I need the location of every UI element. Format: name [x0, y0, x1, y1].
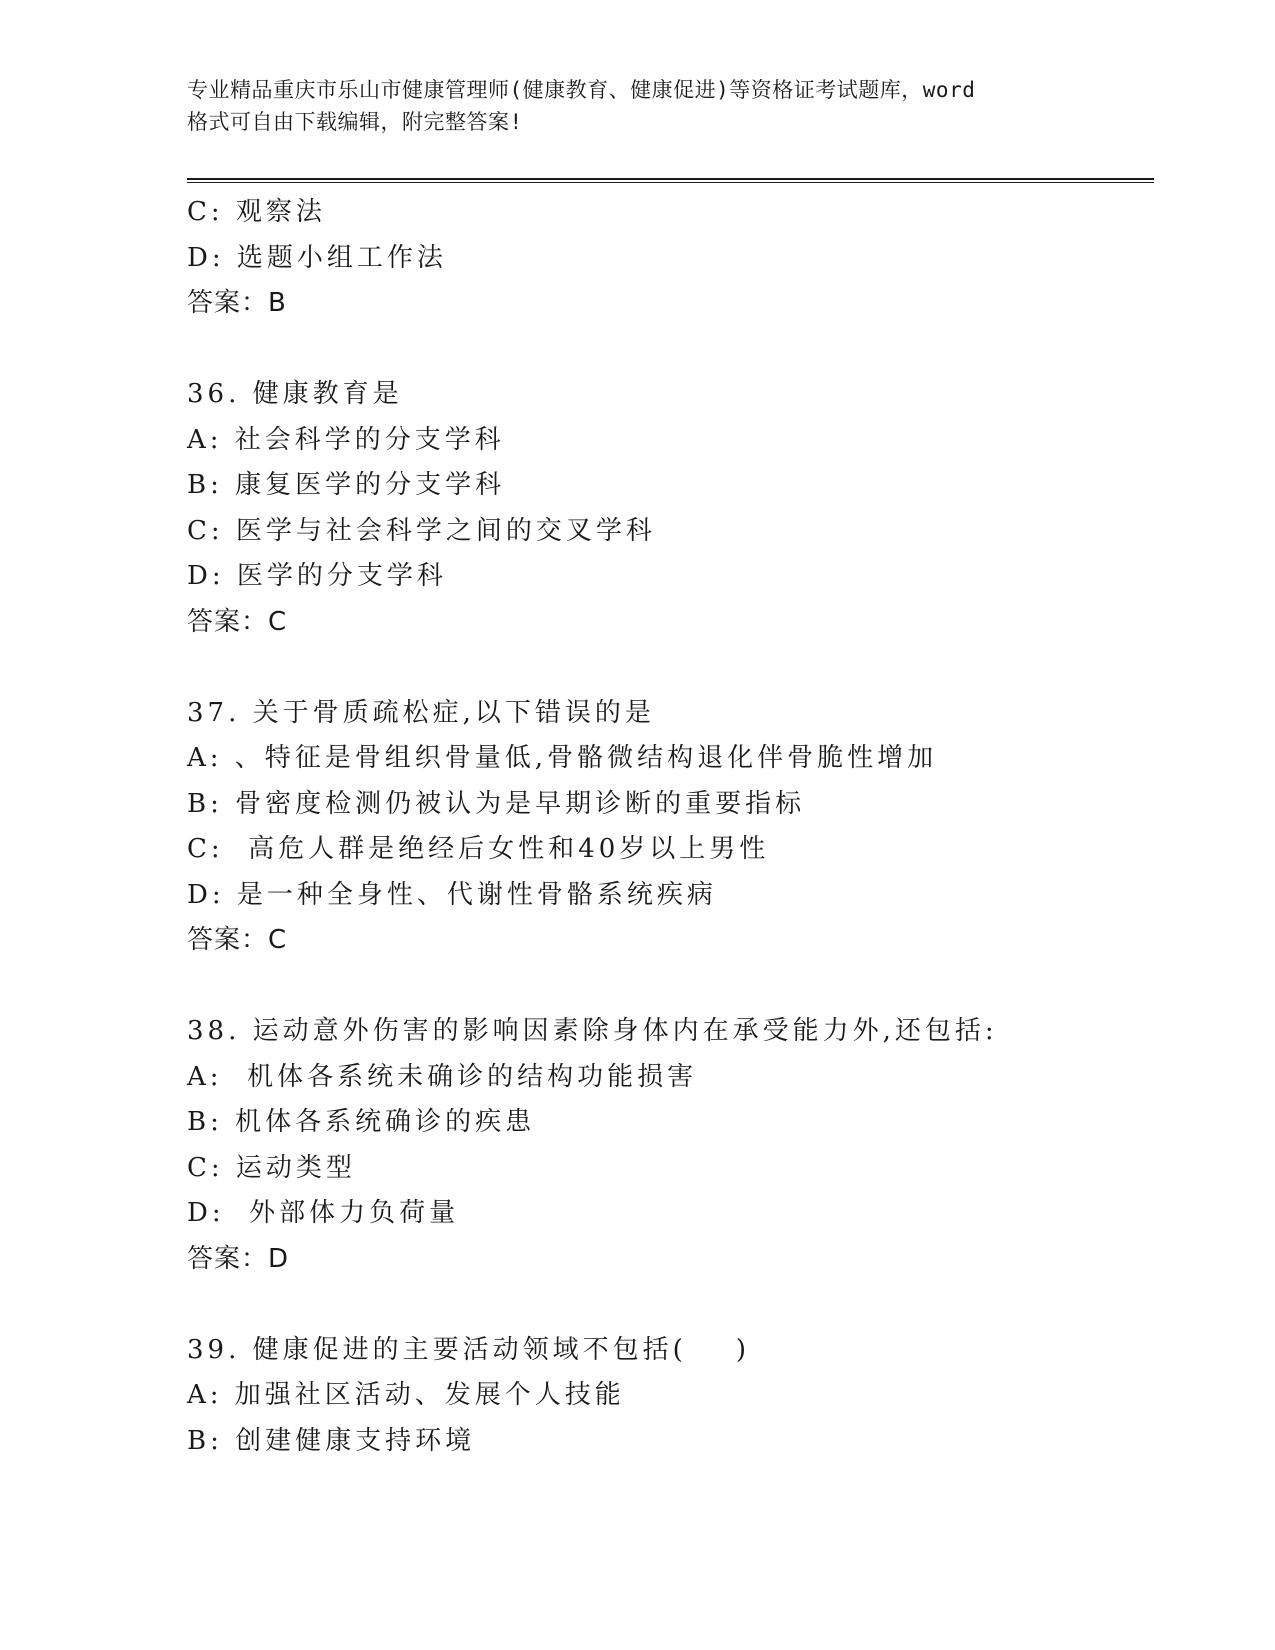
question-list: [187, 190, 1147, 1464]
option-b: B: 机体各系统确诊的疾患: [187, 1107, 536, 1137]
answer: 答案：B: [187, 288, 287, 318]
question-stem: 37. 关于骨质疏松症,以下错误的是: [187, 697, 655, 728]
option-d: D: 选题小组工作法: [187, 242, 447, 273]
question-stem: 38. 运动意外伤害的影响因素除身体内在承受能力外,还包括:: [187, 1016, 998, 1046]
question-stem: 36. 健康教育是: [187, 379, 403, 409]
option-d: D: 是一种全身性、代谢性骨骼系统疾病: [187, 879, 717, 910]
spacer: [187, 1282, 1147, 1328]
option-b: B: 骨密度检测仍被认为是早期诊断的重要指标: [187, 788, 806, 819]
option-c: C: 医学与社会科学之间的交叉学科: [187, 515, 656, 546]
question-35-partial: [187, 190, 1147, 327]
spacer: [187, 964, 1147, 1010]
question-stem: 39. 健康促进的主要活动领域不包括( ): [187, 1334, 750, 1365]
answer: 答案：C: [187, 606, 288, 637]
answer: 答案：D: [187, 1243, 290, 1274]
header-divider-thin: [187, 182, 1154, 183]
option-b: B: 创建健康支持环境: [187, 1425, 476, 1456]
question-39: [187, 1328, 1147, 1465]
option-a: A: 机体各系统未确诊的结构功能损害: [187, 1061, 698, 1092]
spacer: [187, 327, 1147, 373]
option-b: B: 康复医学的分支学科: [187, 470, 506, 500]
question-36: [187, 372, 1147, 645]
option-a: A: 社会科学的分支学科: [187, 424, 505, 455]
header-line-2: 格式可自由下载编辑，附完整答案!: [187, 110, 523, 134]
option-a: A: 、特征是骨组织骨量低,骨骼微结构退化伴骨脆性增加: [187, 743, 938, 773]
answer: 答案：C: [187, 925, 288, 955]
option-c: C: 运动类型: [187, 1152, 356, 1183]
option-d: D: 外部体力负荷量: [187, 1198, 460, 1228]
option-d: D: 医学的分支学科: [187, 561, 447, 591]
question-38: [187, 1009, 1147, 1282]
header-divider-thick: [187, 178, 1154, 180]
option-c: C: 高危人群是绝经后女性和40岁以上男性: [187, 834, 770, 864]
question-37: [187, 691, 1147, 964]
header-line-1: 专业精品重庆市乐山市健康管理师(健康教育、健康促进)等资格证考试题库，word: [187, 78, 976, 102]
spacer: [187, 645, 1147, 691]
document-header: [187, 74, 1087, 138]
option-c: C: 观察法: [187, 197, 326, 227]
option-a: A: 加强社区活动、发展个人技能: [187, 1380, 625, 1410]
